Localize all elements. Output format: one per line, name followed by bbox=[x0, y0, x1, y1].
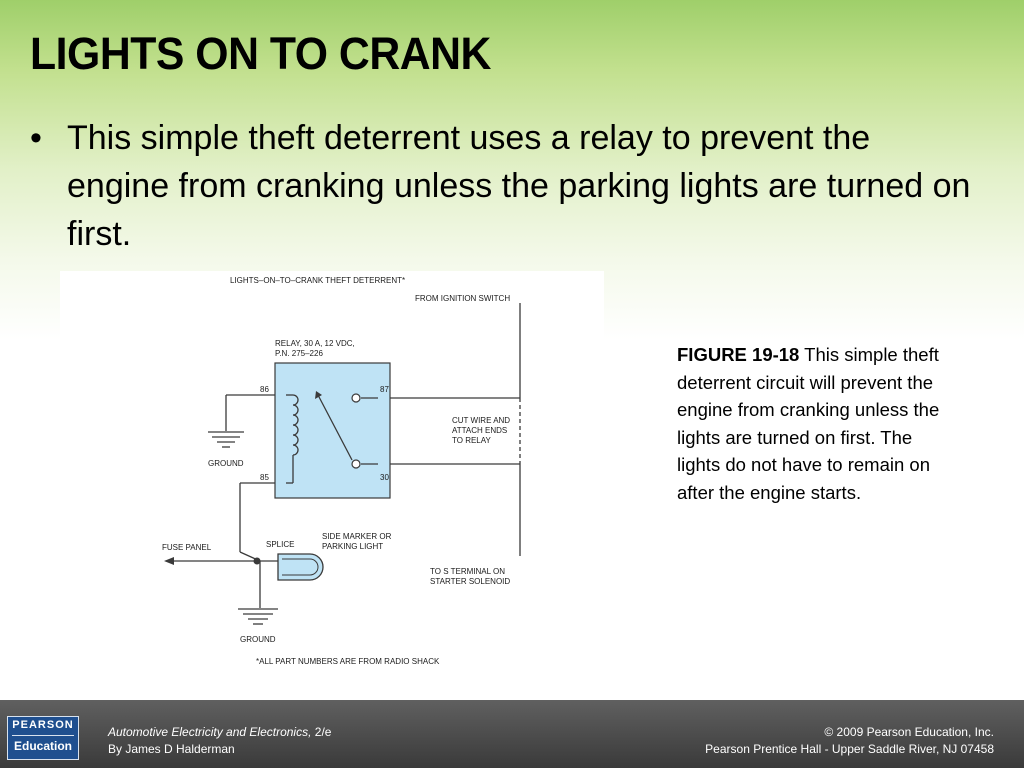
book-title: Automotive Electricity and Electronics, bbox=[108, 725, 312, 739]
relay-box bbox=[275, 363, 390, 498]
logo-top-text: PEARSON bbox=[12, 719, 74, 731]
label-relay-1: RELAY, 30 A, 12 VDC, bbox=[275, 339, 355, 348]
label-starter-2: STARTER SOLENOID bbox=[430, 577, 511, 586]
label-pin-30: 30 bbox=[380, 473, 389, 482]
label-relay-2: P.N. 275–226 bbox=[275, 349, 323, 358]
label-pin-87: 87 bbox=[380, 385, 389, 394]
contact-87 bbox=[352, 394, 360, 402]
ground-symbol-icon bbox=[238, 609, 278, 624]
footer-book-info bbox=[108, 724, 331, 758]
logo-bottom-text: Education bbox=[13, 739, 72, 753]
book-author: By James D Halderman bbox=[108, 742, 235, 756]
label-cut-wire-2: ATTACH ENDS bbox=[452, 426, 508, 435]
label-ground-2: GROUND bbox=[240, 635, 276, 644]
label-from-ignition: FROM IGNITION SWITCH bbox=[415, 294, 511, 303]
label-starter-1: TO S TERMINAL ON bbox=[430, 567, 505, 576]
label-splice: SPLICE bbox=[266, 540, 295, 549]
wiring-diagram bbox=[60, 271, 604, 677]
splice-dot bbox=[254, 558, 261, 565]
label-ground-1: GROUND bbox=[208, 459, 244, 468]
caption-text: This simple theft deterrent circuit will prevent the engine from cranking unless the lights are turned on first. The lights do not have to remain on after the engine starts. bbox=[677, 344, 940, 503]
diagram-heading: LIGHTS–ON–TO–CRANK THEFT DETERRENT* bbox=[230, 276, 406, 285]
label-pin-85: 85 bbox=[260, 473, 269, 482]
caption-label: FIGURE 19-18 bbox=[677, 344, 800, 365]
pearson-logo bbox=[7, 716, 79, 760]
copyright-text: © 2009 Pearson Education, Inc. bbox=[824, 725, 994, 739]
label-pin-86: 86 bbox=[260, 385, 269, 394]
book-edition: 2/e bbox=[314, 725, 332, 739]
label-fuse-panel: FUSE PANEL bbox=[162, 543, 212, 552]
figure-caption bbox=[677, 341, 942, 506]
label-cut-wire-1: CUT WIRE AND bbox=[452, 416, 511, 425]
slide-title: LIGHTS ON TO CRANK bbox=[30, 28, 491, 79]
contact-30 bbox=[352, 460, 360, 468]
footer-publisher-info bbox=[705, 724, 994, 758]
publisher-text: Pearson Prentice Hall - Upper Saddle River, NJ 07458 bbox=[705, 742, 994, 756]
ground-symbol-icon bbox=[208, 432, 244, 447]
label-side-marker-2: PARKING LIGHT bbox=[322, 542, 384, 551]
bullet-text: This simple theft deterrent uses a relay to prevent the engine from cranking unless the parking lights are turned on first. bbox=[67, 119, 971, 253]
label-side-marker-1: SIDE MARKER OR bbox=[322, 532, 392, 541]
bullet-dot: • bbox=[30, 119, 42, 157]
parking-light-icon bbox=[278, 554, 323, 580]
fuse-panel-arrow-icon bbox=[164, 557, 174, 565]
logo-divider bbox=[12, 735, 74, 736]
label-cut-wire-3: TO RELAY bbox=[452, 436, 491, 445]
diagram-footnote: *ALL PART NUMBERS ARE FROM RADIO SHACK bbox=[256, 657, 440, 666]
wiring-diagram-svg bbox=[60, 271, 604, 677]
